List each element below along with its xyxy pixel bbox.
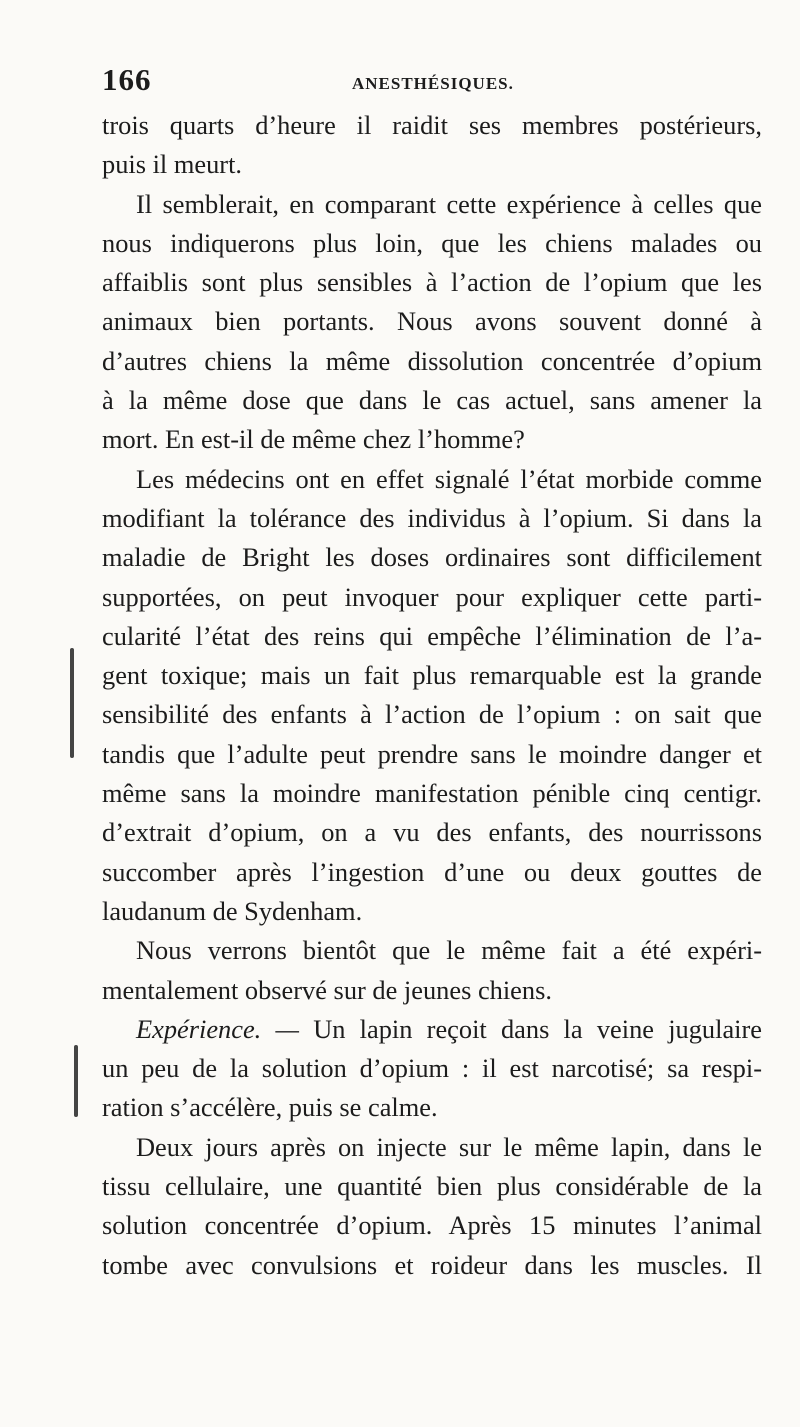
text-line: sensibilité des enfants à l’action de l’opium : on sait que <box>102 699 762 730</box>
body-text <box>102 106 762 1285</box>
page-header <box>100 62 760 102</box>
text-line: d’autres chiens la même dissolution concentrée d’opium <box>102 345 762 376</box>
text-line: gent toxique; mais un fait plus remarquable est la grande <box>102 660 762 691</box>
page-number: 166 <box>102 62 152 97</box>
text-line: Nous verrons bientôt que le même fait a été expéri- <box>136 935 762 966</box>
text-line: mort. En est-il de même chez l’homme? <box>102 424 525 455</box>
text-line: animaux bien portants. Nous avons souvent donné à <box>102 306 762 337</box>
text-line: nous indiquerons plus loin, que les chiens malades ou <box>102 227 762 258</box>
text-line: solution concentrée d’opium. Après 15 minutes l’animal <box>102 1210 762 1241</box>
experience-label: Expérience. — <box>136 1013 299 1044</box>
margin-pencil-mark <box>70 648 74 758</box>
text-line: modifiant la tolérance des individus à l’opium. Si dans la <box>102 502 762 533</box>
text-line: mentalement observé sur de jeunes chiens. <box>102 974 552 1005</box>
text-line: à la même dose que dans le cas actuel, sans amener la <box>102 385 762 416</box>
running-title: ANESTHÉSIQUES. <box>352 74 514 93</box>
text-line: Il semblerait, en comparant cette expérience à celles que <box>136 188 762 219</box>
text-line: puis il meurt. <box>102 149 243 180</box>
text-line: trois quarts d’heure il raidit ses membres postérieurs, <box>102 110 762 140</box>
text-line: tandis que l’adulte peut prendre sans le moindre danger et <box>102 738 762 769</box>
text-line: succomber après l’ingestion d’une ou deux gouttes de <box>102 856 762 887</box>
text-line: affaiblis sont plus sensibles à l’action de l’opium que les <box>102 267 762 298</box>
text-line: un peu de la solution d’opium : il est narcotisé; sa respi- <box>102 1053 762 1084</box>
text-line: supportées, on peut invoquer pour expliquer cette parti- <box>102 581 762 612</box>
text-line: cularité l’état des reins qui empêche l’élimination de l’a- <box>102 620 762 651</box>
text-line: même sans la moindre manifestation pénible cinq centigr. <box>102 778 762 809</box>
text-line: tombe avec convulsions et roideur dans les muscles. Il <box>102 1249 762 1280</box>
text-line: Les médecins ont en effet signalé l’état morbide comme <box>136 463 762 494</box>
text-line: Deux jours après on injecte sur le même lapin, dans le <box>136 1131 762 1162</box>
text-line: d’extrait d’opium, on a vu des enfants, des nourrissons <box>102 817 762 848</box>
margin-pencil-mark <box>74 1045 78 1117</box>
text-line: maladie de Bright les doses ordinaires sont difficilement <box>102 542 762 573</box>
experience-line <box>102 1010 762 1049</box>
text-line: tissu cellulaire, une quantité bien plus considérable de la <box>102 1171 762 1202</box>
text-line: laudanum de Sydenham. <box>102 895 363 926</box>
text-line: ration s’accélère, puis se calme. <box>102 1092 438 1123</box>
text-line: Un lapin reçoit dans la veine jugulaire <box>313 1013 762 1044</box>
